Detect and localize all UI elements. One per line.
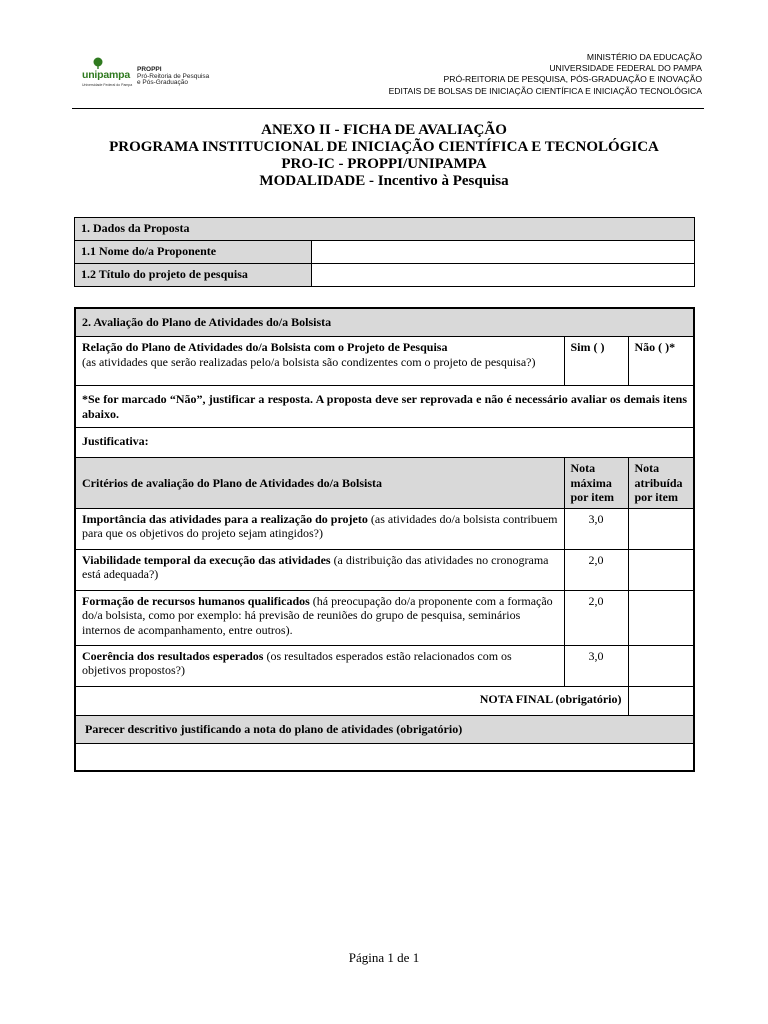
page-header: [72, 48, 704, 109]
title-line: ANEXO II - FICHA DE AVALIAÇÃO: [261, 122, 507, 138]
criterion-max-score: 2,0: [564, 590, 628, 645]
unipampa-logo: [82, 56, 222, 92]
title-line: PROGRAMA INSTITUCIONAL DE INICIAÇÃO CIENTÍFICA E TECNOLÓGICA: [109, 139, 659, 155]
criterion-row-label: Formação de recursos humanos qualificados (há preocupação do/a proponente com a formação do/a bolsista, como por exemplo: há previsão de reuniões do grupo de pesquisa, seminários internos de acompanhamento, entre outros).: [75, 590, 564, 645]
parecer-label: Parecer descritivo justificando a nota do plano de atividades (obrigatório): [75, 715, 694, 743]
logo-subtitle: Universidade Federal do Pampa: [82, 83, 133, 87]
rejection-note: *Se for marcado “Não”, justificar a resposta. A proposta deve ser reprovada e não é necessário avaliar os demais itens abaixo.: [75, 386, 694, 428]
logo-name: unipampa: [82, 69, 130, 81]
given-score-header: Nota atribuída por item: [628, 458, 694, 509]
parecer-field[interactable]: [75, 743, 694, 771]
criterion-score-field[interactable]: [628, 508, 694, 549]
institution-lines: [389, 52, 702, 97]
proposal-data-table: [74, 217, 695, 287]
criterion-max-score: 3,0: [564, 508, 628, 549]
criterion-row-label: Importância das atividades para a realização do projeto (as atividades do/a bolsista contribuem para que os objetivos do projeto sejam atingidos?): [75, 508, 564, 549]
relation-title: Relação do Plano de Atividades do/a Bolsista com o Projeto de Pesquisa: [82, 340, 448, 354]
document-title: [72, 122, 696, 190]
activity-plan-evaluation-table: [74, 307, 695, 772]
institution-line: PRÓ-REITORIA DE PESQUISA, PÓS-GRADUAÇÃO E INOVAÇÃO: [443, 74, 702, 85]
justification-field[interactable]: Justificativa:: [75, 428, 694, 458]
criterion-max-score: 2,0: [564, 549, 628, 590]
criterion-score-field[interactable]: [628, 645, 694, 686]
criterion-row-label: Coerência dos resultados esperados (os resultados esperados estão relacionados com os objetivos propostos?): [75, 645, 564, 686]
institution-line: EDITAIS DE BOLSAS DE INICIAÇÃO CIENTÍFICA E INICIAÇÃO TECNOLÓGICA: [388, 85, 702, 96]
tree-icon: [92, 57, 104, 69]
final-score-label: NOTA FINAL (obrigatório): [75, 686, 628, 715]
proponent-name-field[interactable]: [312, 241, 695, 264]
final-score-field[interactable]: [628, 686, 694, 715]
criteria-header-label: Critérios de avaliação do Plano de Atividades do/a Bolsista: [75, 458, 564, 509]
relation-description: (as atividades que serão realizadas pelo/a bolsista são condizentes com o projeto de pesquisa?): [82, 354, 536, 369]
relation-question: [75, 337, 564, 386]
institution-line: UNIVERSIDADE FEDERAL DO PAMPA: [549, 63, 702, 74]
institution-line: MINISTÉRIO DA EDUCAÇÃO: [586, 52, 702, 62]
criterion-score-field[interactable]: [628, 590, 694, 645]
project-title-field[interactable]: [312, 264, 695, 287]
max-score-header: Nota máxima por item: [564, 458, 628, 509]
section2-heading: 2. Avaliação do Plano de Atividades do/a Bolsista: [75, 308, 694, 337]
section1-heading: 1. Dados da Proposta: [75, 218, 695, 241]
criterion-max-score: 3,0: [564, 645, 628, 686]
page-number: Página 1 de 1: [348, 950, 420, 965]
criterion-row-label: Viabilidade temporal da execução das atividades (a distribuição das atividades no cronograma está adequada?): [75, 549, 564, 590]
yes-option[interactable]: Sim ( ): [564, 337, 628, 386]
proppi-logo-text: PROPPI Pró-Reitoria de Pesquisa e Pós-Graduação: [137, 66, 210, 86]
proponent-name-label: 1.1 Nome do/a Proponente: [75, 241, 312, 264]
project-title-label: 1.2 Título do projeto de pesquisa: [75, 264, 312, 287]
no-option[interactable]: Não ( )*: [628, 337, 694, 386]
title-line: MODALIDADE - Incentivo à Pesquisa: [259, 173, 509, 189]
criterion-score-field[interactable]: [628, 549, 694, 590]
title-line: PRO-IC - PROPPI/UNIPAMPA: [281, 156, 487, 172]
